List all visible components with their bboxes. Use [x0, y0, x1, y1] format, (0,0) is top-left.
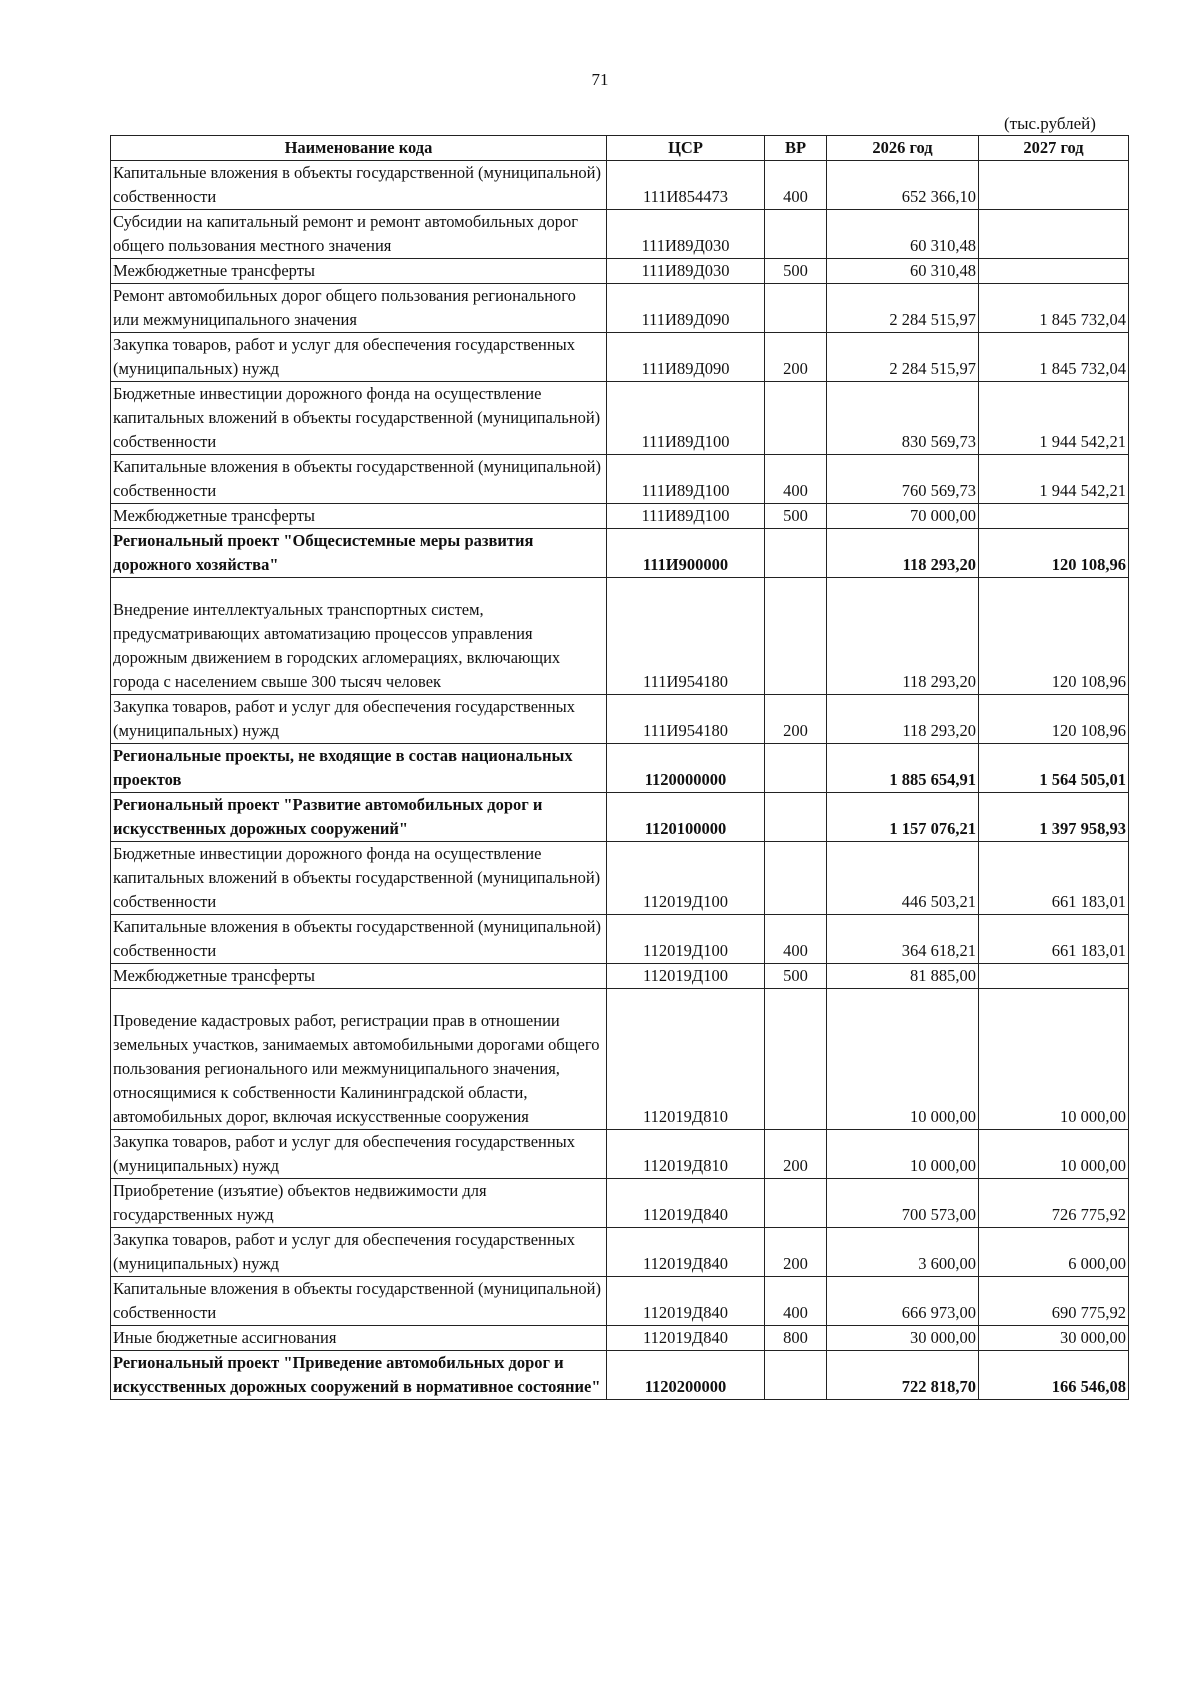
row-csr: 1120100000	[607, 793, 765, 842]
table-row	[111, 695, 1129, 744]
table-row	[111, 1326, 1129, 1351]
row-2027: 1 564 505,01	[979, 744, 1129, 793]
row-vr	[765, 529, 827, 578]
row-2027: 690 775,92	[979, 1277, 1129, 1326]
row-2026: 760 569,73	[827, 455, 979, 504]
row-2026: 2 284 515,97	[827, 333, 979, 382]
header-csr: ЦСР	[607, 136, 765, 161]
table-row	[111, 842, 1129, 915]
units-label: (тыс.рублей)	[1004, 114, 1096, 133]
row-2027	[979, 964, 1129, 989]
row-2027: 1 944 542,21	[979, 455, 1129, 504]
row-name: Региональный проект "Приведение автомобильных дорог и искусственных дорожных сооружений в нормативное состояние"	[111, 1351, 607, 1400]
row-csr: 1120200000	[607, 1351, 765, 1400]
row-name: Закупка товаров, работ и услуг для обеспечения государственных (муниципальных) нужд	[111, 1228, 607, 1277]
row-csr: 112019Д810	[607, 989, 765, 1130]
row-2027: 120 108,96	[979, 695, 1129, 744]
row-2027: 120 108,96	[979, 578, 1129, 695]
row-vr	[765, 210, 827, 259]
row-vr: 500	[765, 259, 827, 284]
row-name: Закупка товаров, работ и услуг для обеспечения государственных (муниципальных) нужд	[111, 695, 607, 744]
table-row	[111, 1351, 1129, 1400]
table-row	[111, 989, 1129, 1130]
row-2027: 1 845 732,04	[979, 284, 1129, 333]
row-name: Ремонт автомобильных дорог общего пользования регионального или межмуниципального значения	[111, 284, 607, 333]
row-csr: 111И854473	[607, 161, 765, 210]
row-csr: 111И89Д090	[607, 284, 765, 333]
table-row	[111, 259, 1129, 284]
row-2026: 666 973,00	[827, 1277, 979, 1326]
row-csr: 112019Д810	[607, 1130, 765, 1179]
row-vr	[765, 793, 827, 842]
row-2027: 6 000,00	[979, 1228, 1129, 1277]
row-2027: 661 183,01	[979, 915, 1129, 964]
row-2026: 1 885 654,91	[827, 744, 979, 793]
row-csr: 112019Д840	[607, 1228, 765, 1277]
row-csr: 112019Д840	[607, 1277, 765, 1326]
row-2027: 120 108,96	[979, 529, 1129, 578]
row-2026: 118 293,20	[827, 578, 979, 695]
header-2027: 2027 год	[979, 136, 1129, 161]
row-name: Закупка товаров, работ и услуг для обеспечения государственных (муниципальных) нужд	[111, 1130, 607, 1179]
row-2027: 1 397 958,93	[979, 793, 1129, 842]
row-2026: 3 600,00	[827, 1228, 979, 1277]
row-name: Капитальные вложения в объекты государственной (муниципальной) собственности	[111, 1277, 607, 1326]
row-csr: 112019Д840	[607, 1326, 765, 1351]
row-2027: 726 775,92	[979, 1179, 1129, 1228]
row-2027	[979, 259, 1129, 284]
row-name: Закупка товаров, работ и услуг для обеспечения государственных (муниципальных) нужд	[111, 333, 607, 382]
row-2026: 652 366,10	[827, 161, 979, 210]
table-row	[111, 161, 1129, 210]
table-row	[111, 529, 1129, 578]
row-vr: 200	[765, 1228, 827, 1277]
row-name: Капитальные вложения в объекты государственной (муниципальной) собственности	[111, 161, 607, 210]
row-vr: 200	[765, 1130, 827, 1179]
row-2027: 661 183,01	[979, 842, 1129, 915]
row-vr	[765, 578, 827, 695]
row-name: Бюджетные инвестиции дорожного фонда на осуществление капитальных вложений в объекты государственной (муниципальной) собственности	[111, 382, 607, 455]
row-csr: 111И89Д100	[607, 382, 765, 455]
table-row	[111, 744, 1129, 793]
row-csr: 111И89Д100	[607, 455, 765, 504]
row-vr: 400	[765, 161, 827, 210]
row-2027	[979, 161, 1129, 210]
row-vr: 800	[765, 1326, 827, 1351]
table-row	[111, 284, 1129, 333]
row-2026: 118 293,20	[827, 529, 979, 578]
table-row	[111, 504, 1129, 529]
row-vr	[765, 744, 827, 793]
row-2026: 60 310,48	[827, 259, 979, 284]
row-2026: 10 000,00	[827, 989, 979, 1130]
table-row	[111, 1277, 1129, 1326]
row-csr: 111И900000	[607, 529, 765, 578]
header-vr: ВР	[765, 136, 827, 161]
row-name: Проведение кадастровых работ, регистрации прав в отношении земельных участков, занимаемых автомобильными дорогами общего пользования регионального или межмуниципального значения, относящимися к собственности Калининградской области, автомобильных дорог, включая искусственные сооружения	[111, 989, 607, 1130]
row-vr: 200	[765, 695, 827, 744]
row-2027	[979, 210, 1129, 259]
row-csr: 111И89Д030	[607, 210, 765, 259]
row-csr: 1120000000	[607, 744, 765, 793]
row-vr	[765, 1351, 827, 1400]
row-vr: 400	[765, 1277, 827, 1326]
row-2026: 118 293,20	[827, 695, 979, 744]
row-vr: 400	[765, 455, 827, 504]
header-2026: 2026 год	[827, 136, 979, 161]
row-csr: 111И89Д100	[607, 504, 765, 529]
row-name: Межбюджетные трансферты	[111, 504, 607, 529]
row-vr: 400	[765, 915, 827, 964]
row-vr: 500	[765, 964, 827, 989]
table-row	[111, 1130, 1129, 1179]
row-name: Бюджетные инвестиции дорожного фонда на осуществление капитальных вложений в объекты государственной (муниципальной) собственности	[111, 842, 607, 915]
row-name: Субсидии на капитальный ремонт и ремонт автомобильных дорог общего пользования местного значения	[111, 210, 607, 259]
row-2026: 722 818,70	[827, 1351, 979, 1400]
header-name: Наименование кода	[111, 136, 607, 161]
row-vr: 200	[765, 333, 827, 382]
budget-table	[110, 135, 1129, 1400]
table-row	[111, 964, 1129, 989]
table-header-row	[111, 136, 1129, 161]
row-2026: 10 000,00	[827, 1130, 979, 1179]
table-row	[111, 1228, 1129, 1277]
row-csr: 112019Д100	[607, 915, 765, 964]
row-csr: 111И954180	[607, 695, 765, 744]
row-2026: 1 157 076,21	[827, 793, 979, 842]
row-2026: 70 000,00	[827, 504, 979, 529]
row-name: Региональные проекты, не входящие в состав национальных проектов	[111, 744, 607, 793]
table-row	[111, 382, 1129, 455]
table-row	[111, 915, 1129, 964]
row-vr	[765, 1179, 827, 1228]
row-2026: 81 885,00	[827, 964, 979, 989]
row-name: Межбюджетные трансферты	[111, 259, 607, 284]
page-number: 71	[591, 70, 609, 89]
row-csr: 112019Д100	[607, 964, 765, 989]
row-2026: 700 573,00	[827, 1179, 979, 1228]
row-vr	[765, 989, 827, 1130]
row-name: Приобретение (изъятие) объектов недвижимости для государственных нужд	[111, 1179, 607, 1228]
row-vr	[765, 284, 827, 333]
row-2026: 830 569,73	[827, 382, 979, 455]
row-2026: 60 310,48	[827, 210, 979, 259]
row-vr	[765, 842, 827, 915]
row-name: Внедрение интеллектуальных транспортных систем, предусматривающих автоматизацию процессов управления дорожным движением в городских агломерациях, включающих города с населением свыше 300 тысяч человек	[111, 578, 607, 695]
row-2027	[979, 504, 1129, 529]
row-2027: 10 000,00	[979, 989, 1129, 1130]
row-csr: 111И89Д090	[607, 333, 765, 382]
row-2027: 30 000,00	[979, 1326, 1129, 1351]
row-2027: 1 845 732,04	[979, 333, 1129, 382]
row-name: Межбюджетные трансферты	[111, 964, 607, 989]
row-2026: 30 000,00	[827, 1326, 979, 1351]
row-name: Капитальные вложения в объекты государственной (муниципальной) собственности	[111, 455, 607, 504]
row-vr: 500	[765, 504, 827, 529]
row-name: Иные бюджетные ассигнования	[111, 1326, 607, 1351]
row-2026: 364 618,21	[827, 915, 979, 964]
row-2027: 166 546,08	[979, 1351, 1129, 1400]
row-vr	[765, 382, 827, 455]
table-body	[111, 161, 1129, 1400]
row-2026: 2 284 515,97	[827, 284, 979, 333]
row-csr: 111И89Д030	[607, 259, 765, 284]
row-2026: 446 503,21	[827, 842, 979, 915]
row-name: Региональный проект "Развитие автомобильных дорог и искусственных дорожных сооружений"	[111, 793, 607, 842]
row-csr: 112019Д840	[607, 1179, 765, 1228]
row-2027: 10 000,00	[979, 1130, 1129, 1179]
row-csr: 111И954180	[607, 578, 765, 695]
table-row	[111, 793, 1129, 842]
table-row	[111, 333, 1129, 382]
table-row	[111, 578, 1129, 695]
row-2027: 1 944 542,21	[979, 382, 1129, 455]
row-name: Региональный проект "Общесистемные меры развития дорожного хозяйства"	[111, 529, 607, 578]
row-csr: 112019Д100	[607, 842, 765, 915]
table-row	[111, 210, 1129, 259]
row-name: Капитальные вложения в объекты государственной (муниципальной) собственности	[111, 915, 607, 964]
table-row	[111, 455, 1129, 504]
table-row	[111, 1179, 1129, 1228]
